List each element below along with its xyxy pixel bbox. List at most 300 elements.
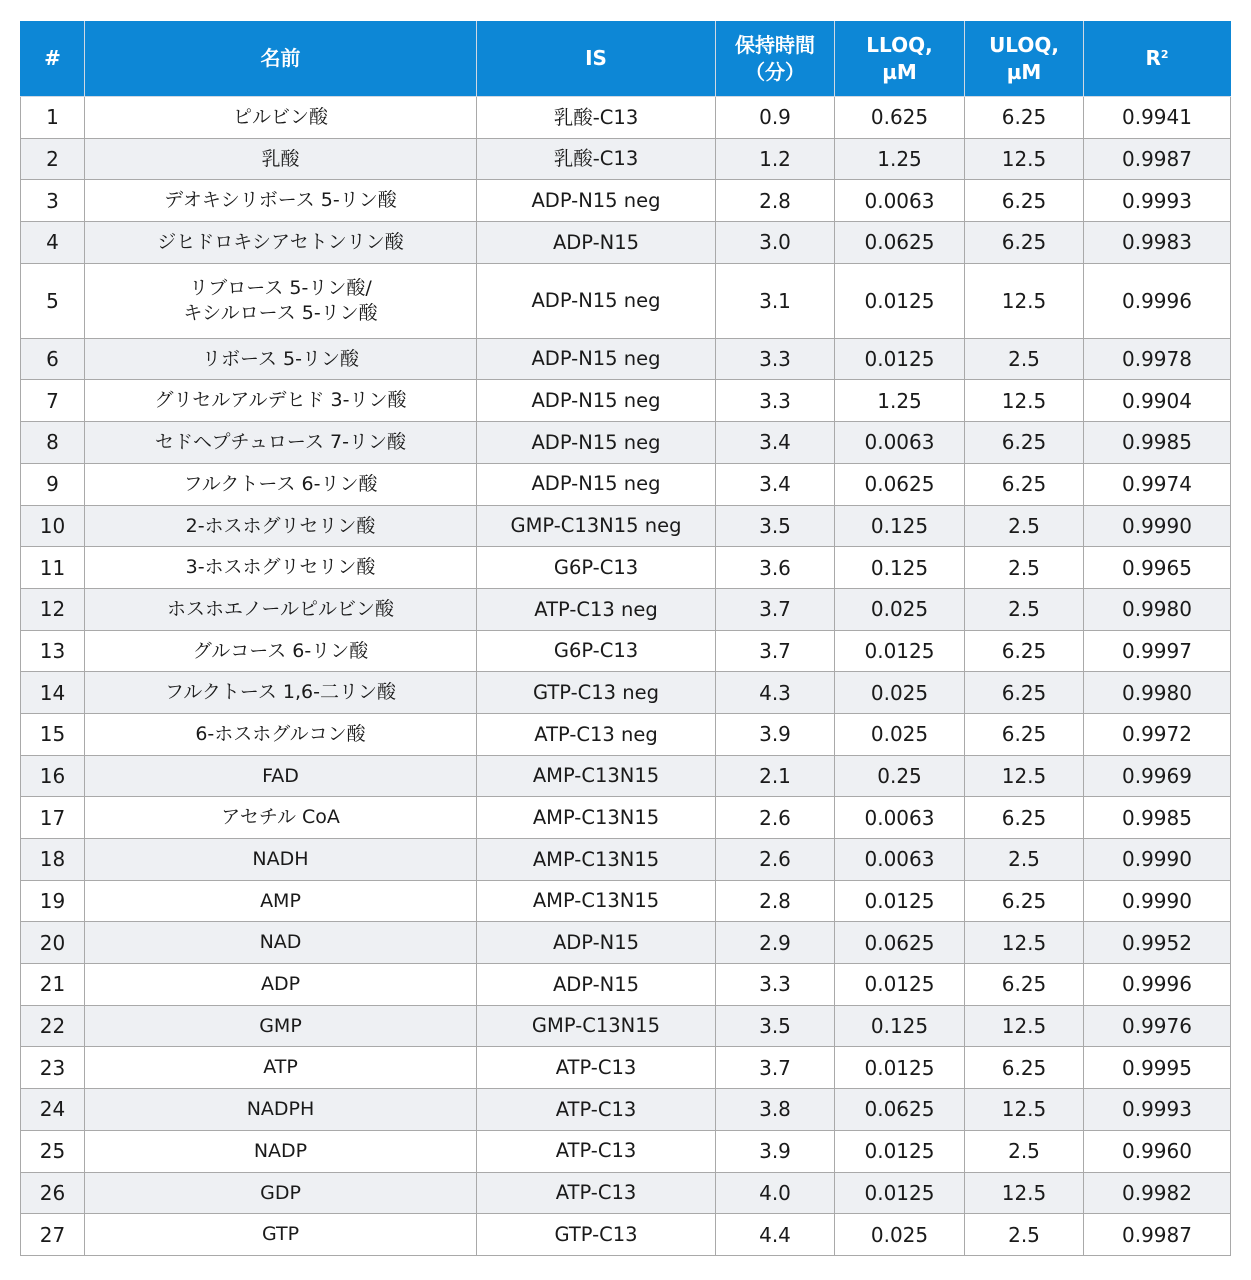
uloq-value-cell	[965, 588, 1084, 630]
lloq-value-cell	[835, 1089, 965, 1131]
row-number-cell	[21, 463, 85, 505]
table-row	[21, 839, 1231, 881]
metabolite-name-cell	[85, 180, 477, 222]
uloq-value-cell	[965, 797, 1084, 839]
r2-value-cell	[1084, 630, 1231, 672]
r2-value-cell	[1084, 1130, 1231, 1172]
retention-time-cell	[716, 880, 835, 922]
retention-time-cell	[716, 630, 835, 672]
internal-standard: GMP-C13N15	[531, 1014, 661, 1038]
table-row	[21, 672, 1231, 714]
internal-standard-cell	[477, 964, 716, 1006]
metabolite-name-cell	[85, 1130, 477, 1172]
internal-standard-cell	[477, 97, 716, 139]
lloq-value: 0.0063	[864, 430, 935, 455]
retention-time-cell	[716, 588, 835, 630]
r2-value: 0.9985	[1122, 805, 1192, 830]
lloq-value-cell	[835, 547, 965, 589]
uloq-value: 12.5	[1001, 763, 1047, 788]
uloq-value: 2.5	[1008, 597, 1040, 622]
header-lloq	[835, 21, 965, 97]
metabolite-name: GMP	[259, 1014, 302, 1037]
internal-standard-cell	[477, 180, 716, 222]
uloq-value-cell	[965, 630, 1084, 672]
r2-value-cell	[1084, 263, 1231, 338]
internal-standard-cell	[477, 338, 716, 380]
metabolite-name: アセチル CoA	[221, 806, 340, 829]
lloq-value: 0.0625	[864, 1097, 935, 1122]
row-number: 6	[46, 347, 59, 372]
r2-value-cell	[1084, 713, 1231, 755]
retention-time-cell	[716, 713, 835, 755]
table-row	[21, 547, 1231, 589]
lloq-value: 0.125	[870, 1014, 929, 1039]
lloq-value: 0.0125	[864, 889, 935, 914]
lloq-value: 0.0125	[864, 972, 935, 997]
metabolite-name-cell	[85, 922, 477, 964]
row-number-cell	[21, 180, 85, 222]
metabolite-name-cell	[85, 672, 477, 714]
r2-value: 0.9960	[1122, 1139, 1192, 1164]
table-row	[21, 338, 1231, 380]
uloq-value: 6.25	[1001, 105, 1047, 130]
table-row	[21, 1130, 1231, 1172]
internal-standard-cell	[477, 880, 716, 922]
internal-standard-cell	[477, 547, 716, 589]
r2-value: 0.9972	[1122, 722, 1192, 747]
internal-standard-cell	[477, 839, 716, 881]
uloq-value: 6.25	[1001, 805, 1047, 830]
r2-value-cell	[1084, 547, 1231, 589]
lloq-value: 1.25	[877, 147, 922, 172]
r2-value-cell	[1084, 839, 1231, 881]
metabolite-name: NADPH	[246, 1098, 315, 1121]
uloq-value: 12.5	[1001, 1014, 1047, 1039]
metabolite-name-cell	[85, 338, 477, 380]
r2-value: 0.9982	[1122, 1180, 1192, 1205]
metabolite-name-cell	[85, 1005, 477, 1047]
retention-time: 4.3	[759, 680, 791, 705]
table-row	[21, 922, 1231, 964]
metabolite-name: NADP	[253, 1139, 308, 1162]
lloq-value-cell	[835, 1214, 965, 1256]
header-number	[21, 21, 85, 97]
retention-time-cell	[716, 1214, 835, 1256]
uloq-value-cell	[965, 1172, 1084, 1214]
uloq-value: 6.25	[1001, 722, 1047, 747]
retention-time: 3.6	[759, 555, 791, 580]
header-r2	[1084, 21, 1231, 97]
uloq-value-cell	[965, 180, 1084, 222]
internal-standard: ADP-N15	[552, 931, 640, 955]
internal-standard-cell	[477, 1214, 716, 1256]
lloq-value: 0.125	[870, 555, 929, 580]
metabolite-name-line2: キシルロース 5-リン酸	[183, 301, 378, 324]
uloq-value: 2.5	[1008, 513, 1040, 538]
metabolite-name: グルコース 6-リン酸	[192, 639, 369, 662]
header-number-label: #	[44, 46, 61, 70]
uloq-value-cell	[965, 1005, 1084, 1047]
row-number-cell	[21, 922, 85, 964]
r2-value-cell	[1084, 1047, 1231, 1089]
lloq-value-cell	[835, 630, 965, 672]
r2-value: 0.9969	[1122, 763, 1192, 788]
row-number: 18	[39, 847, 66, 872]
row-number-cell	[21, 797, 85, 839]
lloq-value: 0.025	[870, 680, 929, 705]
retention-time-cell	[716, 97, 835, 139]
table-row	[21, 1214, 1231, 1256]
internal-standard: AMP-C13N15	[532, 764, 660, 788]
r2-value-cell	[1084, 797, 1231, 839]
r2-value-cell	[1084, 505, 1231, 547]
table-row	[21, 755, 1231, 797]
internal-standard: ADP-N15	[552, 972, 640, 996]
r2-value-cell	[1084, 588, 1231, 630]
retention-time: 3.9	[759, 1139, 791, 1164]
row-number-cell	[21, 263, 85, 338]
lloq-value: 0.0625	[864, 472, 935, 497]
retention-time-cell	[716, 672, 835, 714]
table-row	[21, 630, 1231, 672]
metabolite-name-cell	[85, 588, 477, 630]
lloq-value: 0.0063	[864, 847, 935, 872]
row-number: 16	[39, 763, 66, 788]
internal-standard: G6P-C13	[553, 639, 639, 663]
internal-standard-cell	[477, 1089, 716, 1131]
r2-value: 0.9995	[1122, 1055, 1192, 1080]
internal-standard: ATP-C13	[555, 1139, 637, 1163]
internal-standard-cell	[477, 672, 716, 714]
metabolite-name-cell	[85, 422, 477, 464]
row-number: 22	[39, 1014, 66, 1039]
uloq-value: 12.5	[1001, 147, 1047, 172]
row-number-cell	[21, 547, 85, 589]
lloq-value-cell	[835, 1047, 965, 1089]
row-number-cell	[21, 880, 85, 922]
r2-value-cell	[1084, 755, 1231, 797]
lloq-value-cell	[835, 588, 965, 630]
row-number: 27	[39, 1222, 66, 1247]
data-table-container	[20, 21, 1230, 1256]
metabolite-name-cell	[85, 880, 477, 922]
table-row	[21, 505, 1231, 547]
internal-standard: ADP-N15 neg	[531, 289, 661, 313]
uloq-value: 6.25	[1001, 230, 1047, 255]
row-number: 2	[46, 147, 59, 172]
header-retention-time	[716, 21, 835, 97]
r2-value: 0.9987	[1122, 147, 1192, 172]
lloq-value-cell	[835, 839, 965, 881]
r2-value-cell	[1084, 922, 1231, 964]
r2-value-cell	[1084, 422, 1231, 464]
row-number: 17	[39, 805, 66, 830]
row-number: 7	[46, 388, 59, 413]
lloq-value: 0.0063	[864, 188, 935, 213]
table-row	[21, 463, 1231, 505]
internal-standard-cell	[477, 797, 716, 839]
retention-time: 3.7	[759, 638, 791, 663]
lloq-value: 0.025	[870, 597, 929, 622]
row-number: 12	[39, 597, 66, 622]
internal-standard-cell	[477, 713, 716, 755]
lloq-value: 1.25	[877, 388, 922, 413]
uloq-value-cell	[965, 880, 1084, 922]
table-row	[21, 1172, 1231, 1214]
metabolite-name-cell	[85, 713, 477, 755]
lloq-value-cell	[835, 922, 965, 964]
metabolite-name: セドヘプチュロース 7-リン酸	[155, 431, 406, 454]
row-number: 13	[39, 638, 66, 663]
uloq-value: 6.25	[1001, 972, 1047, 997]
r2-value-cell	[1084, 97, 1231, 139]
lloq-value: 0.0625	[864, 930, 935, 955]
row-number: 3	[46, 188, 59, 213]
row-number: 5	[46, 288, 59, 313]
retention-time-cell	[716, 422, 835, 464]
row-number: 24	[39, 1097, 66, 1122]
row-number: 23	[39, 1055, 66, 1080]
lloq-value: 0.025	[870, 1222, 929, 1247]
metabolite-name: 2-ホスホグリセリン酸	[185, 514, 376, 537]
lloq-value-cell	[835, 755, 965, 797]
table-row	[21, 222, 1231, 264]
row-number: 8	[46, 430, 59, 455]
lloq-value-cell	[835, 380, 965, 422]
table-row	[21, 588, 1231, 630]
r2-value: 0.9993	[1122, 188, 1192, 213]
metabolite-name-cell	[85, 263, 477, 338]
metabolite-name-cell	[85, 380, 477, 422]
metabolite-name-cell	[85, 97, 477, 139]
uloq-value-cell	[965, 463, 1084, 505]
internal-standard: ATP-C13	[555, 1181, 637, 1205]
metabolite-name: ジヒドロキシアセトンリン酸	[157, 231, 404, 254]
internal-standard-cell	[477, 630, 716, 672]
uloq-value-cell	[965, 380, 1084, 422]
retention-time: 3.1	[759, 288, 791, 313]
row-number-cell	[21, 1130, 85, 1172]
retention-time: 4.0	[759, 1180, 791, 1205]
row-number: 25	[39, 1139, 66, 1164]
uloq-value: 2.5	[1008, 1139, 1040, 1164]
retention-time: 3.3	[759, 347, 791, 372]
header-lloq-line2: µM	[882, 59, 917, 84]
metabolite-name-cell	[85, 547, 477, 589]
uloq-value: 6.25	[1001, 472, 1047, 497]
metabolite-name-cell	[85, 1214, 477, 1256]
retention-time-cell	[716, 222, 835, 264]
internal-standard: G6P-C13	[553, 555, 639, 579]
row-number: 15	[39, 722, 66, 747]
metabolite-name: GDP	[260, 1181, 301, 1204]
metabolite-table	[20, 21, 1231, 1256]
internal-standard: AMP-C13N15	[532, 847, 660, 871]
metabolite-name: 6-ホスホグルコン酸	[195, 722, 366, 745]
table-row	[21, 1089, 1231, 1131]
r2-value: 0.9952	[1122, 930, 1192, 955]
row-number-cell	[21, 505, 85, 547]
row-number: 14	[39, 680, 66, 705]
row-number-cell	[21, 1214, 85, 1256]
lloq-value-cell	[835, 138, 965, 180]
uloq-value: 12.5	[1001, 1097, 1047, 1122]
uloq-value-cell	[965, 713, 1084, 755]
row-number-cell	[21, 672, 85, 714]
uloq-value-cell	[965, 1214, 1084, 1256]
r2-value: 0.9993	[1122, 1097, 1192, 1122]
internal-standard: ADP-N15 neg	[531, 189, 661, 213]
lloq-value: 0.0125	[864, 1180, 935, 1205]
metabolite-name: ADP	[260, 973, 301, 996]
uloq-value-cell	[965, 839, 1084, 881]
metabolite-name: フルクトース 6-リン酸	[183, 472, 378, 495]
uloq-value: 6.25	[1001, 1055, 1047, 1080]
uloq-value-cell	[965, 547, 1084, 589]
uloq-value: 2.5	[1008, 847, 1040, 872]
lloq-value-cell	[835, 222, 965, 264]
metabolite-name: FAD	[262, 764, 299, 787]
internal-standard: ADP-N15 neg	[531, 389, 661, 413]
retention-time-cell	[716, 1047, 835, 1089]
metabolite-name: 3-ホスホグリセリン酸	[185, 556, 376, 579]
retention-time: 3.3	[759, 972, 791, 997]
internal-standard: ADP-N15 neg	[531, 472, 661, 496]
r2-value: 0.9996	[1122, 972, 1192, 997]
r2-value: 0.9997	[1122, 638, 1192, 663]
retention-time: 2.8	[759, 889, 791, 914]
internal-standard-cell	[477, 588, 716, 630]
retention-time: 2.6	[759, 847, 791, 872]
metabolite-name: ホスホエノールピルビン酸	[166, 597, 395, 620]
lloq-value: 0.0125	[864, 1055, 935, 1080]
r2-value-cell	[1084, 1005, 1231, 1047]
metabolite-name-cell	[85, 1172, 477, 1214]
row-number-cell	[21, 338, 85, 380]
retention-time-cell	[716, 463, 835, 505]
lloq-value-cell	[835, 1005, 965, 1047]
table-row	[21, 1047, 1231, 1089]
retention-time: 2.1	[759, 763, 791, 788]
uloq-value: 12.5	[1001, 930, 1047, 955]
uloq-value: 2.5	[1008, 347, 1040, 372]
row-number: 4	[46, 230, 59, 255]
lloq-value-cell	[835, 1172, 965, 1214]
table-row	[21, 880, 1231, 922]
metabolite-name-cell	[85, 964, 477, 1006]
r2-value-cell	[1084, 180, 1231, 222]
metabolite-name-cell	[85, 797, 477, 839]
internal-standard-cell	[477, 505, 716, 547]
retention-time-cell	[716, 380, 835, 422]
retention-time-cell	[716, 755, 835, 797]
internal-standard: GMP-C13N15 neg	[510, 514, 682, 538]
internal-standard-cell	[477, 422, 716, 464]
table-row	[21, 713, 1231, 755]
metabolite-name: GTP	[261, 1223, 300, 1246]
lloq-value-cell	[835, 505, 965, 547]
retention-time: 3.5	[759, 513, 791, 538]
retention-time: 3.4	[759, 472, 791, 497]
uloq-value-cell	[965, 672, 1084, 714]
retention-time-cell	[716, 180, 835, 222]
internal-standard-cell	[477, 138, 716, 180]
r2-value: 0.9980	[1122, 597, 1192, 622]
lloq-value-cell	[835, 672, 965, 714]
metabolite-name-cell	[85, 138, 477, 180]
uloq-value: 12.5	[1001, 1180, 1047, 1205]
metabolite-name-cell	[85, 1047, 477, 1089]
lloq-value: 0.025	[870, 722, 929, 747]
retention-time: 3.7	[759, 1055, 791, 1080]
uloq-value-cell	[965, 263, 1084, 338]
internal-standard-cell	[477, 1047, 716, 1089]
r2-value-cell	[1084, 1172, 1231, 1214]
row-number-cell	[21, 1005, 85, 1047]
retention-time-cell	[716, 964, 835, 1006]
metabolite-name: リブロース 5-リン酸/	[189, 277, 372, 300]
internal-standard-cell	[477, 1005, 716, 1047]
retention-time: 2.6	[759, 805, 791, 830]
lloq-value-cell	[835, 797, 965, 839]
row-number: 1	[46, 105, 59, 130]
lloq-value-cell	[835, 97, 965, 139]
retention-time-cell	[716, 138, 835, 180]
uloq-value: 6.25	[1001, 889, 1047, 914]
header-uloq-line2: µM	[1006, 59, 1042, 84]
table-header	[21, 21, 1231, 97]
uloq-value-cell	[965, 922, 1084, 964]
r2-value: 0.9990	[1122, 847, 1192, 872]
lloq-value: 0.25	[877, 763, 922, 788]
uloq-value: 2.5	[1008, 1222, 1040, 1247]
lloq-value-cell	[835, 463, 965, 505]
internal-standard: ADP-N15	[552, 230, 640, 254]
r2-value: 0.9987	[1122, 1222, 1192, 1247]
table-row	[21, 180, 1231, 222]
retention-time-cell	[716, 1130, 835, 1172]
internal-standard: ATP-C13 neg	[534, 722, 658, 746]
retention-time: 3.7	[759, 597, 791, 622]
row-number-cell	[21, 755, 85, 797]
r2-value: 0.9980	[1122, 680, 1192, 705]
uloq-value: 12.5	[1001, 288, 1047, 313]
retention-time: 1.2	[759, 147, 791, 172]
r2-value: 0.9974	[1122, 472, 1192, 497]
metabolite-name: NAD	[259, 931, 302, 954]
retention-time: 3.3	[759, 388, 791, 413]
retention-time-cell	[716, 797, 835, 839]
row-number-cell	[21, 1089, 85, 1131]
lloq-value: 0.0125	[864, 347, 935, 372]
r2-value: 0.9976	[1122, 1014, 1192, 1039]
row-number-cell	[21, 222, 85, 264]
uloq-value-cell	[965, 138, 1084, 180]
retention-time-cell	[716, 922, 835, 964]
r2-value: 0.9941	[1122, 105, 1192, 130]
row-number-cell	[21, 839, 85, 881]
internal-standard: 乳酸-C13	[553, 147, 639, 171]
metabolite-name: NADH	[252, 848, 309, 870]
uloq-value: 6.25	[1001, 188, 1047, 213]
metabolite-name: ATP	[263, 1056, 298, 1079]
lloq-value-cell	[835, 713, 965, 755]
internal-standard: 乳酸-C13	[553, 105, 639, 129]
metabolite-name: リボース 5-リン酸	[201, 347, 360, 370]
lloq-value: 0.0125	[864, 288, 935, 313]
r2-value: 0.9965	[1122, 555, 1192, 580]
header-r2-sup: 2	[1160, 48, 1169, 61]
